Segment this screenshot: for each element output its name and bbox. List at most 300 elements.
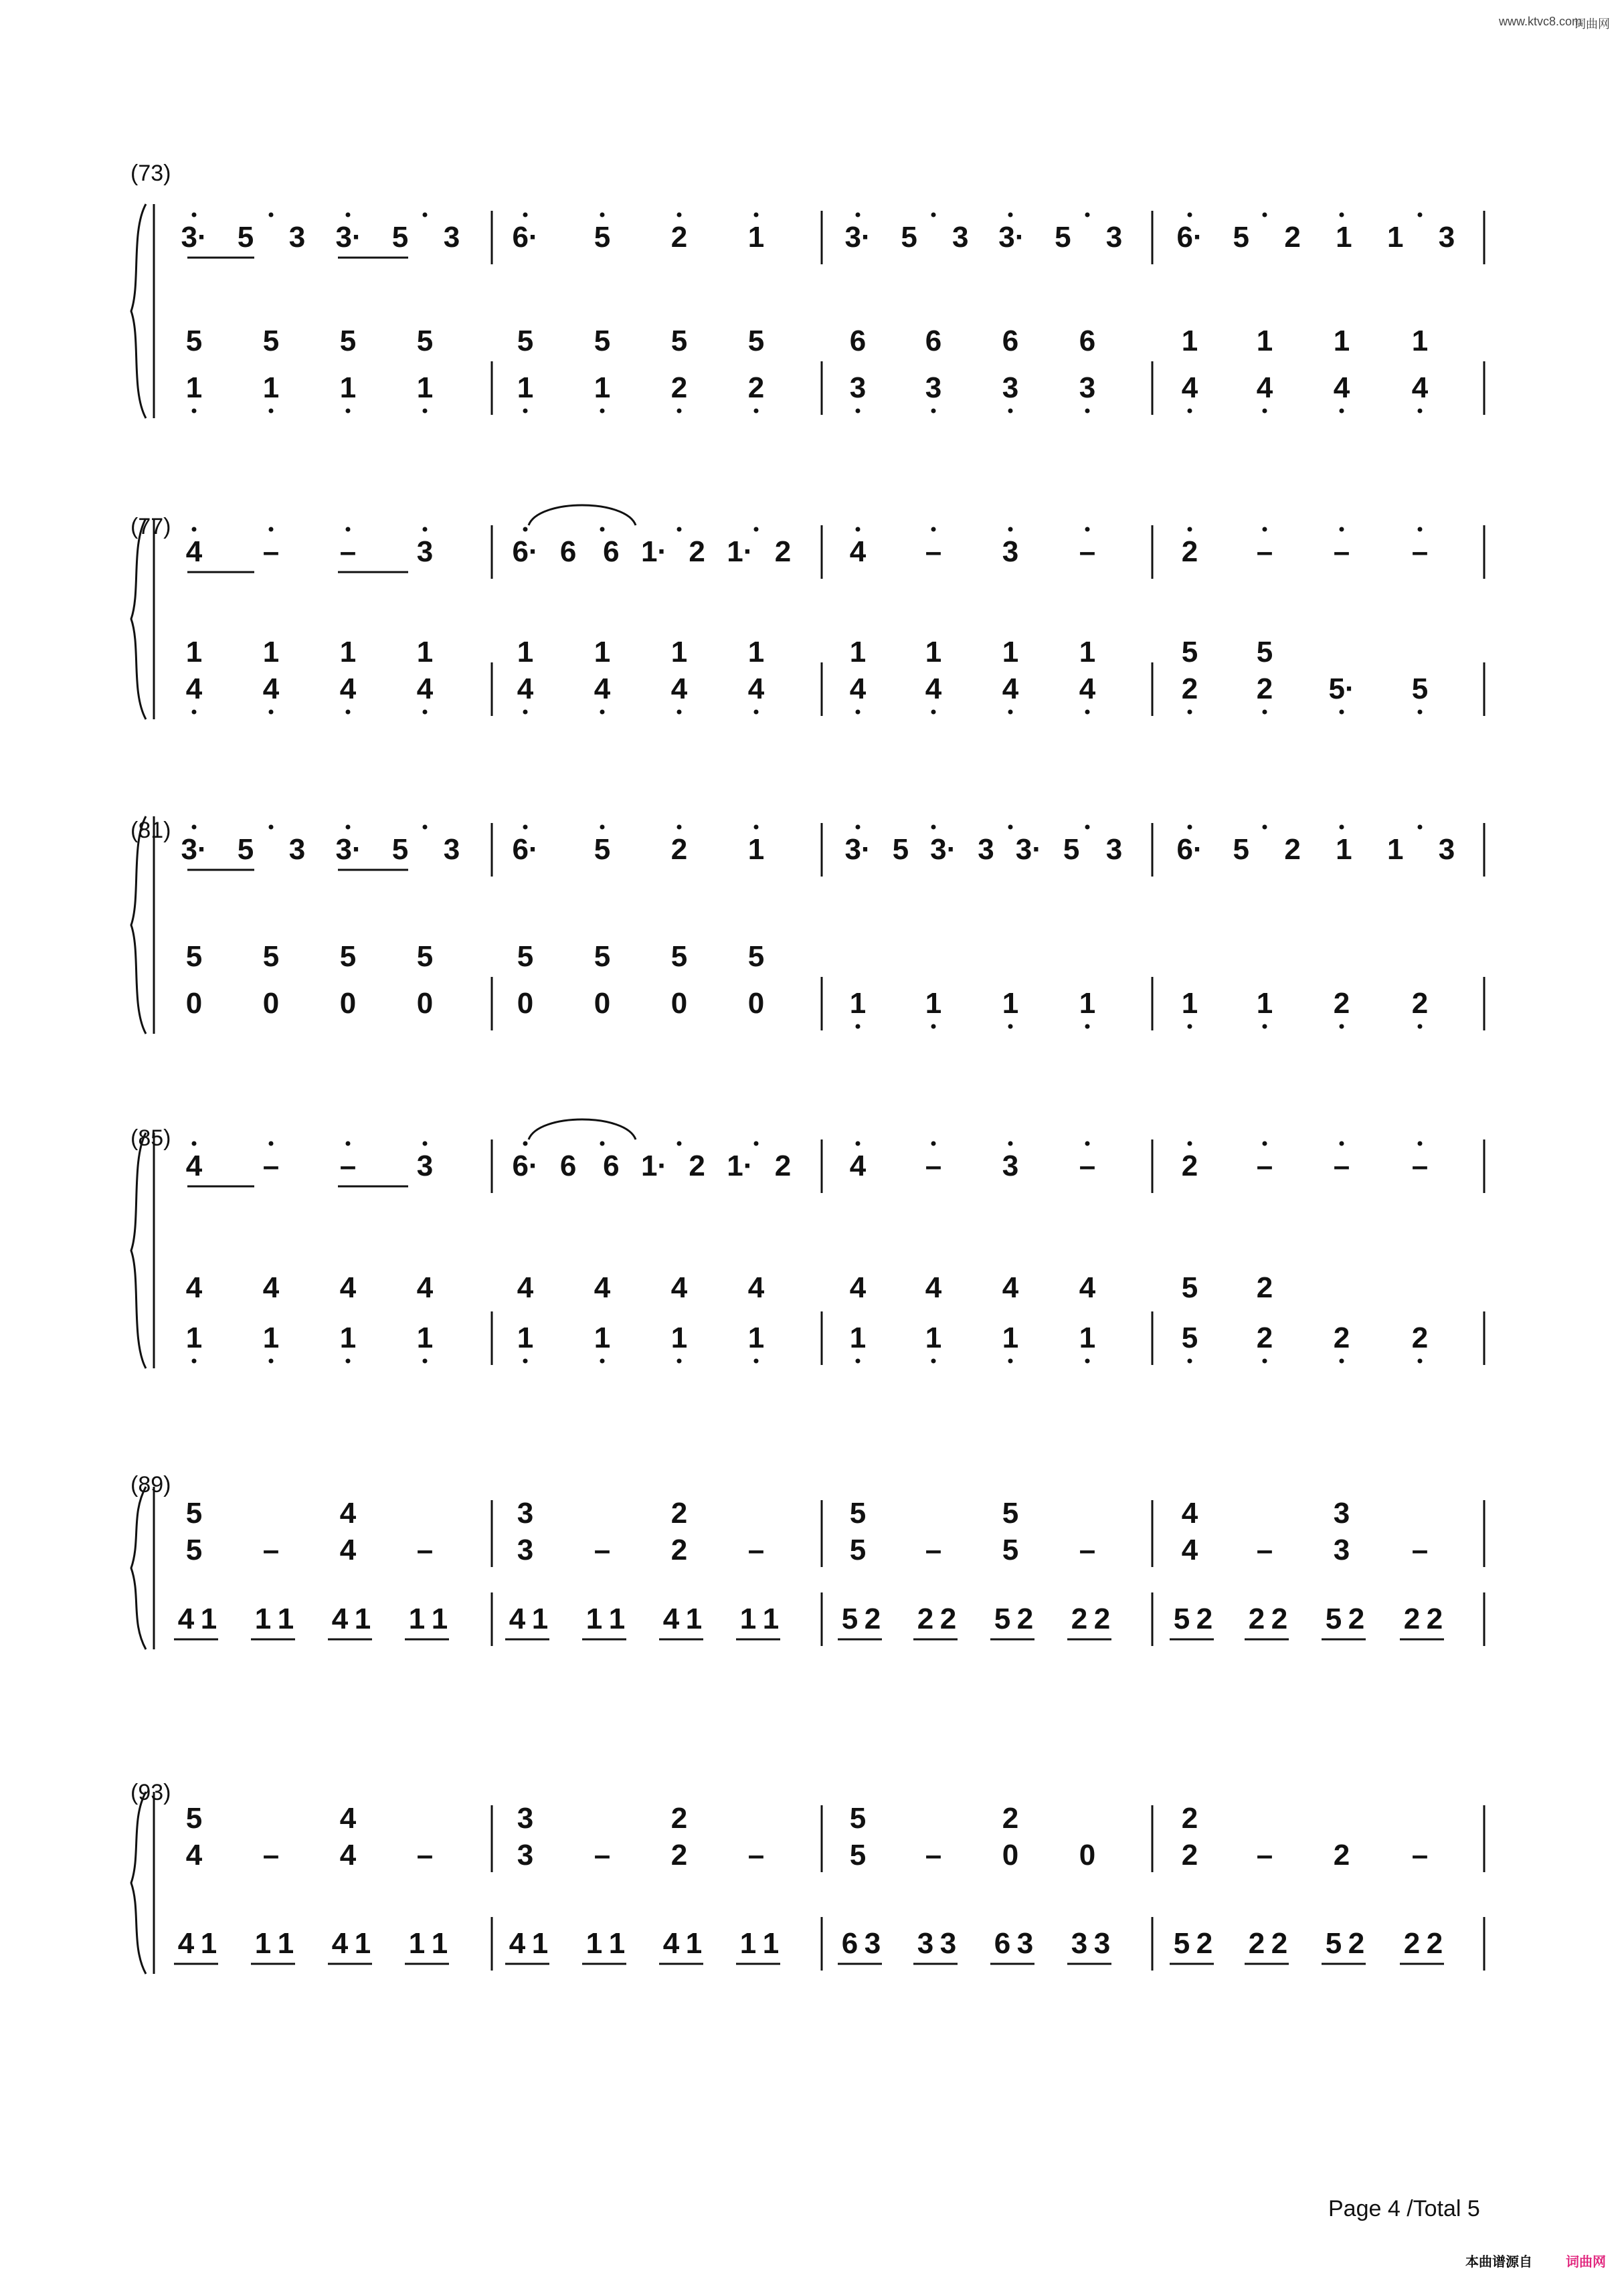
high-octave-dot [1085,213,1090,217]
melody-note: 5 [391,221,409,254]
low-octave-dot [1418,409,1423,414]
low-octave-dot [677,1359,682,1364]
accomp-note: 4 [662,1603,680,1635]
accomp-note: 4 [517,672,534,705]
accomp-note: 1 [185,371,203,404]
high-octave-dot [677,1142,682,1146]
melody-note: 6 [603,535,620,568]
melody-note: 1 [1386,221,1404,254]
high-octave-dot [1263,213,1267,217]
melody-note: 5 [892,833,909,866]
accomp-note: 4 [517,1271,534,1304]
accomp-note: 6 [849,325,867,357]
accomp-note: 4 [177,1927,195,1960]
accomp-note: 1 [354,1603,371,1635]
accomp-note: 4 [185,672,203,705]
accomp-note: 1 [925,987,942,1020]
melody-note: – [416,1534,434,1566]
low-octave-dot [600,1359,605,1364]
low-octave-dot [423,409,428,414]
accomp-note: 4 [339,1271,357,1304]
accomp-note: 2 [1071,1603,1088,1635]
accomp-note: 1 [1256,325,1273,357]
accomp-note: 1 [739,1603,757,1635]
system-brace [131,1487,146,1649]
melody-note: 2 [774,535,792,568]
melody-note: 2 [1333,1839,1350,1871]
melody-note: 4 [185,1150,203,1182]
melody-note: 4 [339,1497,357,1530]
accomp-note: 1 [670,1321,688,1354]
melody-note: 3· [930,833,957,866]
melody-note: 5 [237,833,254,866]
melody-note: 4 [185,535,203,568]
accomp-note: 1 [1333,325,1350,357]
low-octave-dot [269,409,274,414]
accomp-note: 5 [994,1603,1011,1635]
melody-note: 5 [391,833,409,866]
melody-note: 4 [849,535,867,568]
accomp-note: 1 [849,987,867,1020]
accomp-note: 1 [262,371,280,404]
high-octave-dot [1340,1142,1344,1146]
accomp-note: 5 [594,325,611,357]
high-octave-dot [1085,527,1090,532]
melody-note: – [925,1839,942,1871]
high-octave-dot [1188,213,1192,217]
low-octave-dot [346,409,351,414]
accomp-note: 1 [608,1927,626,1960]
accomp-note: 4 [509,1927,526,1960]
high-octave-dot [931,825,936,830]
accomp-note: 2 [1411,1321,1429,1354]
accomp-note: 5 [1411,672,1429,705]
measure-number: (77) [130,514,171,539]
melody-note: – [1333,535,1350,568]
accomp-note: 1 [431,1927,448,1960]
low-octave-dot [1418,1359,1423,1364]
high-octave-dot [754,825,759,830]
low-octave-dot [931,1359,936,1364]
melody-note: 3 [416,1150,434,1182]
melody-note: 3· [844,221,871,254]
melody-note: – [1256,535,1273,568]
low-octave-dot [1085,1359,1090,1364]
accomp-note: 1 [531,1927,549,1960]
accomp-note: 2 [1426,1603,1443,1635]
accomp-note: 1 [431,1603,448,1635]
low-octave-dot [1188,710,1192,715]
melody-note: 5 [849,1839,867,1871]
accomp-note: 2 [1333,1321,1350,1354]
high-octave-dot [346,213,351,217]
accomp-note: 5 [416,325,434,357]
system-brace [131,1133,146,1368]
low-octave-dot [423,710,428,715]
accomp-note: 4 [594,1271,611,1304]
accomp-note: 6 [994,1927,1011,1960]
high-octave-dot [523,213,528,217]
accomp-note: 5 [517,940,534,973]
melody-note: 2 [1181,535,1198,568]
header-site-name[interactable]: 词曲网 [1574,17,1610,31]
accomp-note: 4 [177,1603,195,1635]
system-brace [131,1792,146,1974]
accomp-note: 1 [200,1927,217,1960]
melody-note: 1· [640,1150,668,1182]
low-octave-dot [1340,710,1344,715]
accomp-note: 3 [849,371,867,404]
accomp-note: 3 [1079,371,1096,404]
accomp-note: 5 [1181,1321,1198,1354]
high-octave-dot [346,825,351,830]
accomp-note: 1 [585,1603,603,1635]
accomp-note: 4 [747,672,765,705]
accomp-note: 5 [594,940,611,973]
accomp-note: 5 [339,325,357,357]
low-octave-dot [1418,710,1423,715]
accomp-note: 1 [849,636,867,668]
accomp-note: 2 [1181,672,1198,705]
low-octave-dot [754,1359,759,1364]
accomp-note: 1 [1002,636,1019,668]
accomp-note: 2 [1403,1927,1421,1960]
accomp-note: 1 [339,1321,357,1354]
accomp-note: 4 [594,672,611,705]
melody-note: 3· [1015,833,1042,866]
melody-note: 4 [185,1839,203,1871]
accomp-note: 5 [416,940,434,973]
melody-note: 6· [512,833,539,866]
high-octave-dot [1418,825,1423,830]
high-octave-dot [754,527,759,532]
accomp-note: 2 [1403,1603,1421,1635]
high-octave-dot [423,527,428,532]
accomp-note: 1 [925,1321,942,1354]
accomp-note: 1 [531,1603,549,1635]
accomp-note: 1 [608,1603,626,1635]
accomp-note: 1 [1411,325,1429,357]
accomp-note: 4 [662,1927,680,1960]
melody-note: 5 [901,221,917,254]
accomp-note: 1 [262,1321,280,1354]
accomp-note: 1 [408,1927,426,1960]
melody-note: 1 [747,833,765,866]
accomp-note: 5· [1328,672,1355,705]
high-octave-dot [423,1142,428,1146]
accomp-note: 2 [939,1603,957,1635]
melody-note: – [262,535,280,568]
accomp-note: 2 [1256,1271,1273,1304]
accomp-note: 1 [416,1321,434,1354]
accomp-note: 1 [277,1927,294,1960]
accomp-note: 4 [849,1271,867,1304]
accomp-note: 1 [262,636,280,668]
high-octave-dot [856,825,861,830]
high-octave-dot [192,1142,197,1146]
accomp-note: 6 [841,1927,859,1960]
accomp-note: 5 [262,940,280,973]
measure-number: (93) [130,1780,171,1805]
footer-source-label: 本曲谱源自 [1465,2255,1532,2270]
accomp-note: 2 [1196,1927,1213,1960]
melody-note: 4 [1181,1534,1198,1566]
melody-note: – [339,535,357,568]
accomp-note: 5 [747,325,765,357]
accomp-note: 6 [925,325,942,357]
accomp-note: 2 [1248,1927,1265,1960]
accomp-note: 1 [849,1321,867,1354]
low-octave-dot [1008,710,1013,715]
high-octave-dot [192,213,197,217]
accomp-note: 5 [1256,636,1273,668]
accomp-note: 4 [670,672,688,705]
melody-note: 4 [849,1150,867,1182]
melody-note: 3 [517,1802,534,1835]
high-octave-dot [754,1142,759,1146]
melody-note: 2 [1284,221,1301,254]
accomp-note: 1 [517,371,534,404]
accomp-note: 1 [1181,987,1198,1020]
low-octave-dot [192,1359,197,1364]
accomp-note: 4 [747,1271,765,1304]
accomp-note: 5 [1173,1927,1190,1960]
melody-note: 2 [670,1802,688,1835]
low-octave-dot [856,1024,861,1029]
melody-note: 5 [594,833,611,866]
melody-note: 5 [237,221,254,254]
accomp-note: 2 [1426,1927,1443,1960]
melody-note: 4 [339,1839,357,1871]
high-octave-dot [1188,1142,1192,1146]
high-octave-dot [1340,825,1344,830]
melody-note: 4 [339,1534,357,1566]
low-octave-dot [1085,409,1090,414]
high-octave-dot [192,527,197,532]
melody-note: 1 [1336,221,1352,254]
low-octave-dot [192,409,197,414]
melody-note: 0 [1079,1839,1096,1871]
melody-note: – [747,1839,765,1871]
accomp-note: 3 [1071,1927,1088,1960]
high-octave-dot [1418,213,1423,217]
accomp-note: 4 [262,672,280,705]
high-octave-dot [677,825,682,830]
high-octave-dot [192,825,197,830]
melody-note: – [925,1534,942,1566]
accomp-note: 4 [1079,1271,1096,1304]
high-octave-dot [1008,527,1013,532]
melody-note: 5 [185,1534,203,1566]
melody-note: 3· [335,833,362,866]
low-octave-dot [1188,409,1192,414]
accomp-note: 1 [670,636,688,668]
high-octave-dot [1008,213,1013,217]
high-octave-dot [677,527,682,532]
low-octave-dot [1008,409,1013,414]
low-octave-dot [1263,409,1267,414]
high-octave-dot [600,1142,605,1146]
melody-note: 6· [1176,833,1203,866]
accomp-note: 5 [517,325,534,357]
page-number: Page 4 /Total 5 [1328,2196,1480,2221]
accomp-note: 4 [1002,672,1019,705]
accomp-note: 4 [185,1271,203,1304]
accomp-note: 2 [917,1603,934,1635]
melody-note: 3· [335,221,362,254]
melody-note: 2 [1284,833,1301,866]
accomp-note: 3 [1016,1927,1034,1960]
high-octave-dot [1263,1142,1267,1146]
melody-note: – [262,1150,280,1182]
high-octave-dot [269,213,274,217]
melody-note: 1 [1336,833,1352,866]
melody-note: – [1079,1534,1096,1566]
low-octave-dot [523,409,528,414]
accomp-note: 3 [939,1927,957,1960]
melody-note: – [1411,535,1429,568]
accomp-note: 1 [254,1603,272,1635]
melody-note: – [1256,1534,1273,1566]
high-octave-dot [677,213,682,217]
accomp-note: 4 [1079,672,1096,705]
melody-note: 6· [1176,221,1203,254]
melody-note: 5 [185,1497,203,1530]
low-octave-dot [1340,1024,1344,1029]
melody-note: – [594,1839,611,1871]
melody-note: 1 [747,221,765,254]
high-octave-dot [1085,1142,1090,1146]
melody-note: 3· [181,833,207,866]
melody-note: 3 [517,1534,534,1566]
accomp-note: 4 [925,1271,942,1304]
melody-note: – [1411,1839,1429,1871]
accomp-note: 5 [670,325,688,357]
accomp-note: 1 [1002,1321,1019,1354]
melody-note: 5 [849,1802,867,1835]
high-octave-dot [600,213,605,217]
low-octave-dot [346,1359,351,1364]
high-octave-dot [269,1142,274,1146]
high-octave-dot [856,527,861,532]
melody-note: 3 [1002,535,1019,568]
low-octave-dot [523,1359,528,1364]
low-octave-dot [754,710,759,715]
accomp-note: 1 [517,636,534,668]
melody-note: 6 [559,1150,577,1182]
accomp-note: 2 [1256,1321,1273,1354]
low-octave-dot [1085,1024,1090,1029]
melody-note: 1· [727,1150,753,1182]
system-brace [131,816,146,1034]
accomp-note: 1 [1181,325,1198,357]
accomp-note: 1 [594,636,611,668]
melody-note: 3 [1002,1150,1019,1182]
accomp-note: 5 [185,325,203,357]
accomp-note: 1 [416,371,434,404]
header-site-url[interactable]: www.ktvc8.com [1499,15,1583,28]
low-octave-dot [1188,1359,1192,1364]
accomp-note: 4 [925,672,942,705]
melody-note: 6· [512,535,539,568]
low-octave-dot [931,710,936,715]
melody-note: 3 [1333,1497,1350,1530]
accomp-note: 2 [1256,672,1273,705]
accomp-note: 5 [747,940,765,973]
accomp-note: 2 [1333,987,1350,1020]
accomp-note: 1 [354,1927,371,1960]
high-octave-dot [1008,1142,1013,1146]
melody-note: 3 [288,833,306,866]
measure-number: (81) [130,818,171,843]
accomp-note: 5 [262,325,280,357]
accomp-note: 1 [747,636,765,668]
low-octave-dot [1263,1024,1267,1029]
accomp-note: 1 [594,371,611,404]
accomp-note: 0 [185,987,203,1020]
accomp-note: 1 [200,1603,217,1635]
melody-note: – [925,1150,942,1182]
low-octave-dot [600,409,605,414]
system-brace [131,204,146,418]
low-octave-dot [1008,1024,1013,1029]
accomp-note: 5 [339,940,357,973]
accomp-note: 1 [1079,1321,1096,1354]
footer-brand[interactable]: 词曲网 [1566,2255,1606,2270]
melody-note: – [594,1534,611,1566]
accomp-note: 4 [670,1271,688,1304]
low-octave-dot [1188,1024,1192,1029]
melody-note: 3 [1333,1534,1350,1566]
accomp-note: 0 [262,987,280,1020]
high-octave-dot [1418,1142,1423,1146]
melody-note: – [1256,1839,1273,1871]
accomp-note: 1 [254,1927,272,1960]
low-octave-dot [192,710,197,715]
melody-note: 6 [603,1150,620,1182]
melody-note: 2 [670,1534,688,1566]
high-octave-dot [931,527,936,532]
accomp-note: 4 [416,1271,434,1304]
accomp-note: 0 [517,987,534,1020]
low-octave-dot [856,1359,861,1364]
melody-note: 5 [1063,833,1080,866]
melody-note: 3 [1438,221,1455,254]
accomp-note: 1 [685,1603,703,1635]
high-octave-dot [523,1142,528,1146]
low-octave-dot [677,710,682,715]
high-octave-dot [523,825,528,830]
high-octave-dot [931,1142,936,1146]
high-octave-dot [1263,527,1267,532]
melody-note: 5 [1233,833,1250,866]
melody-note: 3 [443,833,460,866]
accomp-note: 6 [1079,325,1096,357]
accomp-note: 3 [1093,1927,1111,1960]
high-octave-dot [1418,527,1423,532]
melody-note: – [1411,1150,1429,1182]
melody-note: 6 [559,535,577,568]
accomp-note: 1 [925,636,942,668]
accomp-note: 4 [1002,1271,1019,1304]
accomp-note: 2 [670,371,688,404]
melody-note: – [262,1839,280,1871]
melody-note: 2 [1181,1150,1198,1182]
accomp-note: 3 [1002,371,1019,404]
accomp-note: 1 [1079,636,1096,668]
low-octave-dot [423,1359,428,1364]
high-octave-dot [523,527,528,532]
